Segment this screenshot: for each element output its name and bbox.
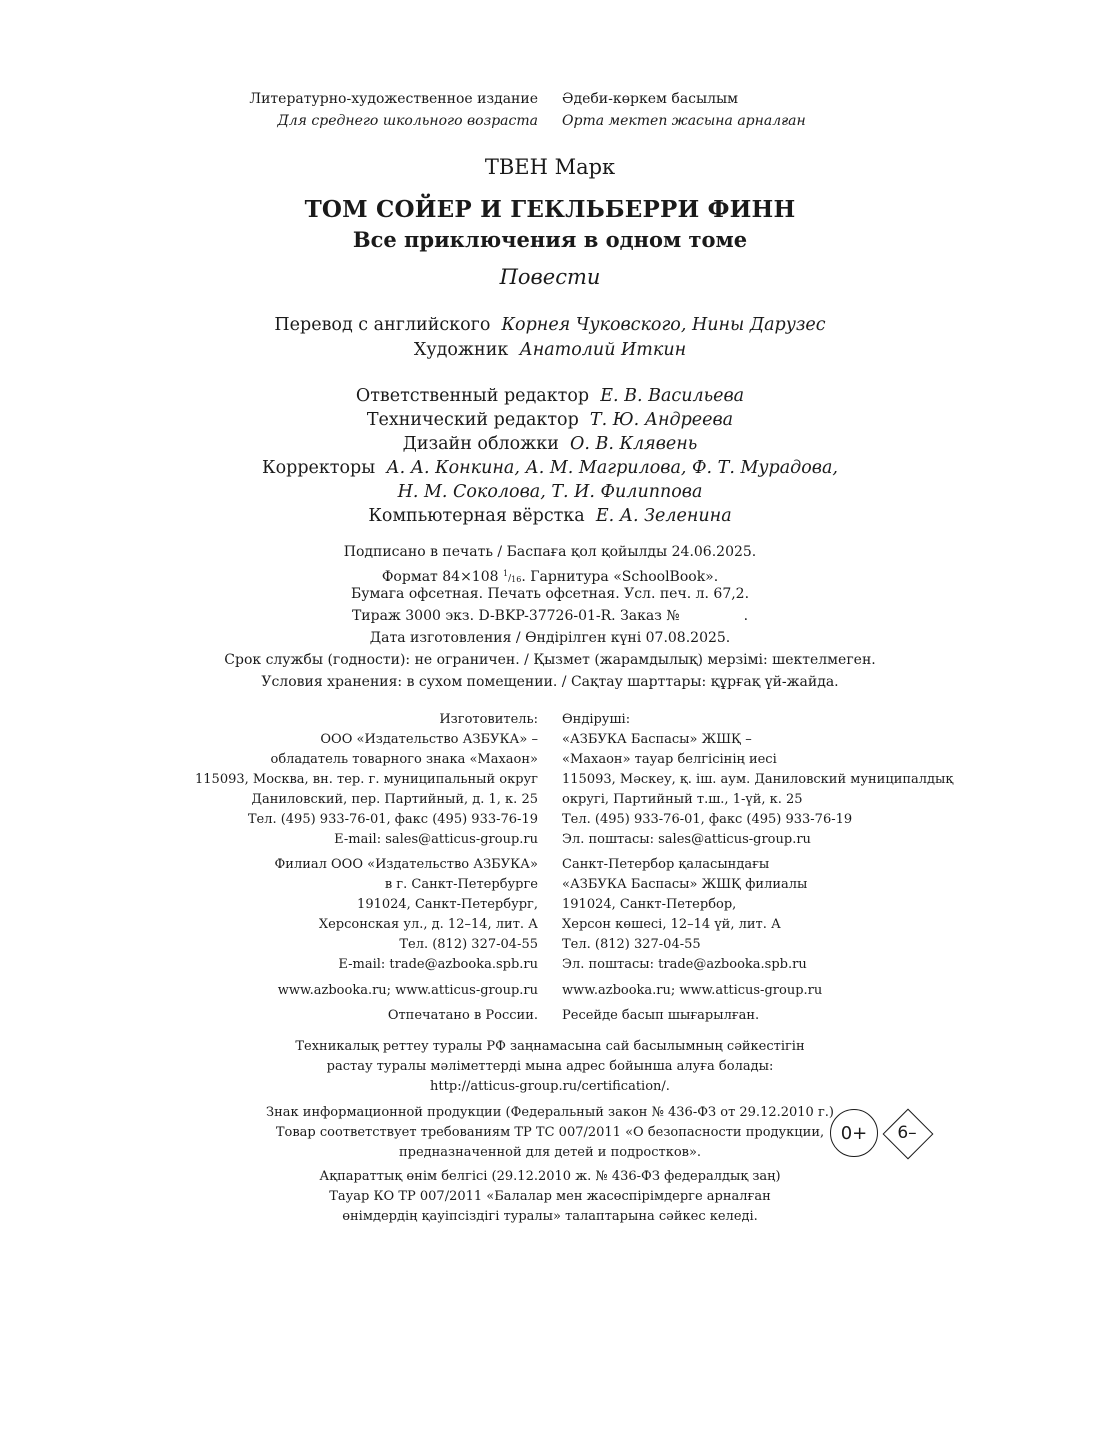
credit-proof-names-1: А. А. Конкина, А. М. Магрилова, Ф. Т. Мурадова, [386, 458, 838, 478]
branch-ru-line: Тел. (812) 327-04-55 [399, 937, 538, 952]
imprint-format-slash: / [508, 574, 512, 584]
manufacturer-kz-line: «АЗБУКА Баспасы» ЖШҚ – [562, 732, 752, 747]
credit-translation-label: Перевод с английского [274, 315, 491, 335]
web-kz: www.azbooka.ru; www.atticus-group.ru [562, 983, 823, 998]
branch-ru [275, 855, 539, 975]
branch-kz [562, 855, 807, 975]
branch-kz-line: Херсон көшесі, 12–14 үй, лит. А [562, 917, 781, 932]
credit-cover-label: Дизайн обложки [402, 434, 559, 454]
imprint-paper: Бумага офсетная. Печать офсетная. Усл. печ. л. 67,2. [350, 586, 750, 602]
credit-proofreaders [0, 458, 1100, 478]
credit-proof-label: Корректоры [262, 458, 376, 478]
imprint-run-text: Тираж 3000 экз. D-BKP-37726-01-R. Заказ № [351, 608, 680, 624]
info-mark-ru-line: предназначенной для детей и подростков». [398, 1145, 702, 1160]
info-mark-kz-line: Ақпараттық өнім белгісі (29.12.2010 ж. № 436-ФЗ федералдық заң) [319, 1169, 781, 1184]
imprint-format-b: . Гарнитура «SchoolBook». [521, 569, 719, 585]
manufacturer-ru-line: Даниловский, пер. Партийный, д. 1, к. 25 [251, 792, 538, 807]
credit-editor-name: Е. В. Васильева [600, 386, 745, 406]
header-age-kz: Орта мектеп жасына арналған [562, 113, 806, 129]
credit-cover-name: О. В. Клявень [570, 434, 698, 454]
credit-artist [0, 340, 1100, 360]
printed-ru: Отпечатано в России. [387, 1008, 538, 1023]
age-rating-circle-icon [830, 1109, 878, 1157]
credit-tech-editor-name: Т. Ю. Андреева [589, 410, 734, 430]
manufacturer-ru-line: 115093, Москва, вн. тер. г. муниципальный округ [195, 772, 538, 787]
manufacturer-kz-line: Тел. (495) 933-76-01, факс (495) 933-76-19 [562, 812, 853, 827]
manufacturer-ru-line: обладатель товарного знака «Махаон» [270, 752, 538, 767]
manufacturer-kz-line: 115093, Мәскеу, қ. іш. аум. Даниловский муниципалдық [562, 772, 954, 787]
credit-proof-names-2: Н. М. Соколова, Т. И. Филиппова [397, 482, 703, 502]
credit-tech-editor [0, 410, 1100, 430]
imprint-format-a: Формат 84×108 [381, 569, 499, 585]
imprint-made: Дата изготовления / Өндірілген күні 07.08.2025. [369, 630, 731, 646]
manufacturer-kz-line: Өндіруші: [562, 712, 631, 727]
credit-translation [0, 315, 1100, 335]
branch-ru-email: E-mail: trade@azbooka.spb.ru [338, 957, 538, 972]
branch-ru-line: в г. Санкт-Петербурге [384, 877, 538, 892]
credit-cover [0, 434, 1100, 454]
branch-kz-email: Эл. поштасы: trade@azbooka.spb.ru [562, 957, 807, 972]
manufacturer-ru [195, 710, 538, 850]
header-genre-ru: Литературно-художественное издание [249, 91, 538, 107]
imprint-term: Срок службы (годности): не ограничен. / Қызмет (жарамдылық) мерзімі: шектелмеген. [224, 652, 876, 668]
manufacturer-kz-email: Эл. поштасы: sales@atticus-group.ru [562, 832, 811, 847]
credit-translation-names: Корнея Чуковского, Нины Дарузес [501, 315, 826, 335]
header-genre-kz: Әдеби-көркем басылым [562, 91, 739, 107]
imprint-format-den: 16 [511, 575, 522, 584]
age-rating-info: 0+ [840, 1122, 868, 1144]
manufacturer-ru-line: ООО «Издательство АЗБУКА» – [320, 732, 538, 747]
credit-layout [0, 506, 1100, 526]
credit-artist-name: Анатолий Иткин [519, 340, 687, 360]
imprint-signed: Подписано в печать / Баспаға қол қойылды 24.06.2025. [343, 544, 757, 560]
credit-layout-label: Компьютерная вёрстка [368, 506, 585, 526]
manufacturer-ru-email: E-mail: sales@atticus-group.ru [334, 832, 538, 847]
certification-note [0, 1037, 1100, 1097]
credit-tech-editor-label: Технический редактор [366, 410, 579, 430]
imprint-format-num: 1 [502, 569, 509, 578]
imprint-storage: Условия хранения: в сухом помещении. / Сақтау шарттары: құрғақ үй-жайда. [261, 674, 839, 690]
book-subtitle: Все приключения в одном томе [352, 227, 748, 252]
certification-line: Техникалық реттеу туралы РФ заңнамасына сай басылымның сәйкестігін [295, 1039, 805, 1054]
manufacturer-kz-line: округі, Партийный т.ш., 1-үй, к. 25 [562, 792, 803, 807]
certification-url: http://atticus-group.ru/certification/. [430, 1079, 670, 1094]
manufacturer-kz [562, 710, 953, 850]
branch-kz-line: «АЗБУКА Баспасы» ЖШҚ филиалы [562, 877, 808, 892]
book-title: ТОМ СОЙЕР И ГЕКЛЬБЕРРИ ФИНН [304, 196, 796, 223]
credit-editor-label: Ответственный редактор [355, 386, 590, 406]
manufacturer-ru-line: Изготовитель: [439, 712, 538, 727]
branch-ru-line: Херсонская ул., д. 12–14, лит. А [318, 917, 538, 932]
branch-ru-line: 191024, Санкт-Петербург, [357, 897, 538, 912]
branch-kz-line: Санкт-Петербор қаласындағы [562, 857, 770, 872]
info-mark-kz-line: Тауар КО ТР 007/2011 «Балалар мен жасөспірімдерге арналған [329, 1189, 771, 1204]
book-author: ТВЕН Марк [484, 155, 616, 179]
imprint-run-end: . [743, 608, 749, 624]
info-mark-kz-line: өнімдердің қауіпсіздігі туралы» талаптарына сәйкес келеді. [342, 1209, 758, 1224]
credit-layout-name: Е. А. Зеленина [595, 506, 732, 526]
web-ru: www.azbooka.ru; www.atticus-group.ru [277, 983, 538, 998]
book-genre: Повести [499, 265, 601, 289]
branch-ru-line: Филиал ООО «Издательство АЗБУКА» [274, 857, 538, 872]
info-mark-kz [0, 1167, 1100, 1227]
age-rating-safety: 6– [897, 1123, 917, 1143]
info-mark-ru-line: Товар соответствует требованиям ТР ТС 007/2011 «О безопасности продукции, [275, 1125, 825, 1140]
info-mark-ru-line: Знак информационной продукции (Федеральный закон № 436-ФЗ от 29.12.2010 г.) [266, 1105, 834, 1120]
info-mark-ru [250, 1103, 850, 1163]
printed-kz: Ресейде басып шығарылған. [562, 1008, 760, 1023]
manufacturer-kz-line: «Махаон» тауар белгісінің иесі [562, 752, 777, 767]
credit-editor [0, 386, 1100, 406]
branch-kz-line: 191024, Санкт-Петербор, [562, 897, 737, 912]
manufacturer-ru-line: Тел. (495) 933-76-01, факс (495) 933-76-19 [247, 812, 538, 827]
branch-kz-line: Тел. (812) 327-04-55 [562, 937, 701, 952]
age-rating-diamond-icon [881, 1107, 933, 1159]
header-age-ru: Для среднего школьного возраста [277, 113, 538, 129]
credit-artist-label: Художник [413, 340, 509, 360]
certification-line: растау туралы мәліметтерді мына адрес бойынша алуға болады: [326, 1059, 774, 1074]
imprint-run [0, 606, 1100, 627]
